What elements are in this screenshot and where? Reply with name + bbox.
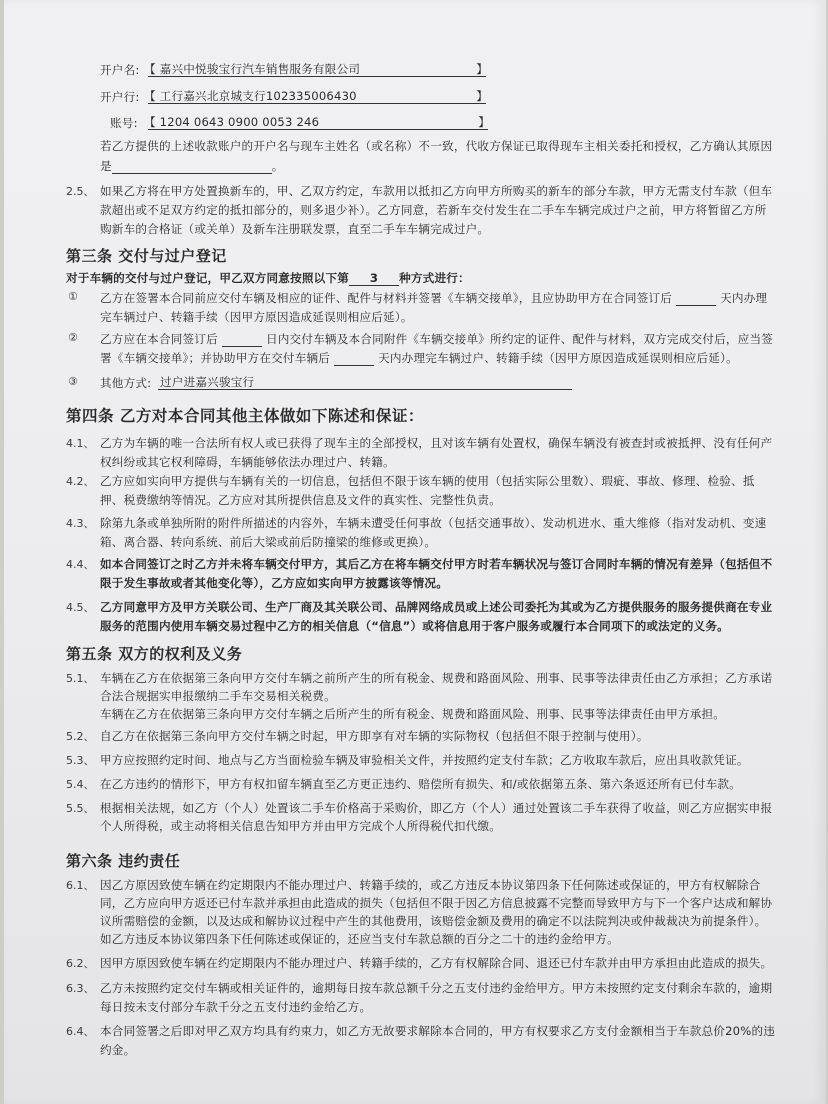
clause-6-1-line3: 议所需赔偿的金额，以及达成和解协议过程中产生的其他费用，该赔偿金额及费用的确定不以法院判决或仲裁裁决为前提条件）。	[100, 914, 767, 928]
section-3-intro-prefix: 对于车辆的交付与过户登记，甲乙双方同意按照以下第	[66, 271, 350, 285]
option-1-marker: ①	[68, 290, 78, 303]
clause-6-2-number: 6.2、	[66, 957, 95, 970]
account-reason-blank	[112, 159, 272, 174]
option-1-line1	[100, 290, 767, 306]
section-3-intro	[66, 270, 470, 286]
clause-4-2-line1: 乙方应如实向甲方提供与车辆有关的一切信息，包括但不限于该车辆的使用（包括实际公里数）、瑕疵、事故、修理、检验、抵	[100, 474, 755, 488]
option-2-line2	[100, 350, 738, 366]
option-1-line2: 完车辆过户、转籍手续（因甲方原因造成延误则相应后延）。	[100, 310, 413, 324]
clause-4-3-number: 4.3、	[66, 517, 95, 530]
clause-2-5-line2: 款超出或不足双方约定的抵扣部分的，则多退少补）。乙方同意，若新车交付发生在二手车车辆完成过户之前，甲方将暂留乙方所	[100, 203, 767, 217]
clause-6-3-number: 6.3、	[66, 982, 95, 995]
option-1-text-b: 天内办理	[720, 291, 768, 305]
clause-4-5-line2: 服务的范围内使用车辆交易过程中乙方的相关信息（“信息”）或将信息用于客户服务或履行本合同项下的或法定的义务。	[100, 619, 729, 633]
account-holder-field	[144, 60, 488, 77]
clause-4-1-line2: 权纠纷或其它权利障碍，车辆能够依法办理过户、转籍。	[100, 455, 395, 469]
clause-5-1-line2: 合法合规据实申报缴纳二手车交易相关税费。	[100, 689, 336, 703]
clause-4-4-line2: 限于发生事故或者其他变化等），乙方应如实向甲方披露该等情况。	[100, 576, 449, 590]
account-bank-close: 】	[476, 89, 488, 103]
option-3-field	[158, 373, 572, 390]
account-holder-label: 开户名:	[100, 63, 140, 77]
clause-4-5-number: 4.5、	[66, 601, 95, 614]
account-note-line2	[100, 158, 284, 174]
option-2-line1	[100, 331, 773, 347]
account-note-suffix: 。	[271, 159, 284, 173]
option-3-label: 其他方式:	[100, 376, 152, 390]
account-bank-label: 开户行:	[100, 90, 140, 104]
option-2-text-d: 天内办理完车辆过户、转籍手续（因甲方原因造成延误则相应后延）。	[378, 351, 738, 365]
option-2-transfer-days-blank	[334, 351, 374, 366]
clause-5-4-number: 5.4、	[66, 778, 95, 791]
clause-2-5-number: 2.5、	[66, 185, 95, 198]
clause-6-3-line2: 每日按未支付部分车款千分之五支付违约金给乙方。	[100, 1000, 372, 1014]
account-note-line1: 若乙方提供的上述收款账户的开户名与现车主姓名（或名称）不一致，代收方保证已取得现车主相关委托和授权，乙方确认其原因	[100, 139, 773, 153]
account-bank-field	[144, 87, 488, 104]
account-holder-close: 】	[476, 62, 488, 76]
clause-4-4-number: 4.4、	[66, 558, 95, 571]
option-2-marker: ②	[68, 331, 78, 344]
clause-5-3-number: 5.3、	[66, 754, 95, 767]
clause-5-5-line2: 个人所得税，或主动将相关信息告知甲方并由甲方完成个人所得税代扣代缴。	[100, 819, 501, 833]
clause-6-1-number: 6.1、	[66, 879, 95, 892]
clause-4-4-line1: 如本合同签订之时乙方并未将车辆交付甲方，其后乙方在将车辆交付甲方时若车辆状况与签订合同时车辆的情况有差异（包括但不	[100, 557, 773, 571]
option-2-days-blank	[222, 332, 262, 347]
section-3-choice: 3	[349, 271, 399, 286]
clause-5-1-number: 5.1、	[66, 672, 95, 685]
clause-5-1-line3: 车辆在乙方在依据第三条向甲方交付车辆之后所产生的所有税金、规费和路面风险、刑事、民事等法律责任由甲方承担。	[100, 707, 726, 721]
option-1-days-blank	[676, 291, 716, 306]
clause-2-5-line1: 如果乙方将在甲方处置换新车的，甲、乙双方约定，车款用以抵扣乙方向甲方所购买的新车的部分车款，甲方无需支付车款（但车	[100, 184, 773, 198]
clause-6-4-number: 6.4、	[66, 1025, 95, 1038]
clause-6-4-line1: 本合同签署之后即对甲乙双方均具有约束力，如乙方无故要求解除本合同的，甲方有权要求乙方支付金额相当于车款总价20%的违	[100, 1024, 776, 1038]
account-holder-value: 【 嘉兴中悦骏宝行汽车销售服务有限公司	[144, 62, 361, 76]
clause-6-4-line2: 约金。	[100, 1043, 136, 1057]
section-6-title: 第六条 违约责任	[66, 852, 181, 870]
account-bank-value: 【 工行嘉兴北京城支行102335006430	[144, 89, 357, 103]
clause-2-5-line3: 购新车的合格证（或关单）及新车注册联发票，直至二手车车辆完成过户。	[100, 222, 490, 236]
clause-4-1-number: 4.1、	[66, 437, 95, 450]
clause-5-5-line1: 根据相关法规，如乙方（个人）处置该二手车价格高于采购价，即乙方（个人）通过处置该二手车获得了收益，则乙方应据实申报	[100, 801, 773, 815]
clause-4-1-line1: 乙方为车辆的唯一合法所有权人或已获得了现车主的全部授权，且对该车辆有处置权，确保车辆没有被查封或被抵押、没有任何产	[100, 436, 773, 450]
section-3-title: 第三条 交付与过户登记	[66, 247, 227, 265]
clause-5-5-number: 5.5、	[66, 802, 95, 815]
clause-4-2-number: 4.2、	[66, 475, 95, 488]
clause-6-3-line1: 乙方未按照约定交付车辆或相关证件的，逾期每日按车款总额千分之五支付违约金给甲方。甲方未按照约定支付剩余车款的，逾期	[100, 981, 773, 995]
clause-5-4-line1: 在乙方违约的情形下，甲方有权扣留车辆直至乙方更正违约、赔偿所有损失、和/或依据第五条、第六条返还所有已付车款。	[100, 777, 741, 791]
account-number-label: 账号:	[110, 116, 138, 130]
clause-5-2-line1: 自乙方在依据第三条向甲方交付车辆之时起，甲方即享有对车辆的实际物权（包括但不限于控制与使用）。	[100, 729, 649, 743]
clause-4-3-line2: 箱、离合器、转向系统、前后大梁或前后防撞梁的维修或更换）。	[100, 535, 437, 549]
option-3-marker: ③	[68, 375, 78, 388]
clause-4-3-line1: 除第九条或单独所附的附件所描述的内容外，车辆未遭受任何事故（包括交通事故）、发动机进水、重大维修（指对发动机、变速	[100, 516, 767, 530]
clause-6-1-line4: 如乙方违反本协议第四条下任何陈述或保证的，还应当支付车款总额的百分之二十的违约金给甲方。	[100, 932, 619, 946]
account-number-field	[144, 113, 490, 130]
account-number-value: 【 1204 0643 0900 0053 246	[144, 115, 320, 129]
clause-5-2-number: 5.2、	[66, 730, 95, 743]
account-number-close: 】	[478, 115, 490, 129]
section-4-title: 第四条 乙方对本合同其他主体做如下陈述和保证：	[66, 407, 424, 425]
option-1-text-a: 乙方在签署本合同前应交付车辆及相应的证件、配件与材料并签署《车辆交接单》，且应协助甲方在合同签订后	[100, 291, 673, 305]
clause-4-2-line2: 押、税费缴纳等情况。乙方应对其所提供信息及文件的真实性、完整性负责。	[100, 493, 501, 507]
clause-6-1-line1: 因乙方原因致使车辆在约定期限内不能办理过户、转籍手续的，或乙方违反本协议第四条下任何陈述或保证的，甲方有权解除合	[100, 878, 761, 892]
clause-6-2-line1: 因甲方原因致使车辆在约定期限内不能办理过户、转籍手续的，乙方有权解除合同、退还已付车款并由甲方承担由此造成的损失。	[100, 956, 773, 970]
clause-5-3-line1: 甲方应按照约定时间、地点与乙方当面检验车辆及审验相关文件，并按照约定支付车款；乙方收取车款后，应出具收款凭证。	[100, 753, 749, 767]
option-3-value: 过户进嘉兴骏宝行	[160, 375, 255, 389]
option-2-text-c: 署《车辆交接单》；并协助甲方在交付车辆后	[100, 351, 331, 365]
option-2-text-a: 乙方应在本合同签订后	[100, 332, 218, 346]
clause-5-1-line1: 车辆在乙方在依据第三条向甲方交付车辆之前所产生的所有税金、规费和路面风险、刑事、民事等法律责任由乙方承担；乙方承诺	[100, 671, 773, 685]
account-note-prefix: 是	[100, 159, 112, 173]
section-3-intro-suffix: 种方式进行：	[399, 271, 470, 285]
clause-4-5-line1: 乙方同意甲方及甲方关联公司、生产厂商及其关联公司、品牌网络成员或上述公司委托为其或为乙方提供服务的服务提供商在专业	[100, 600, 773, 614]
section-5-title: 第五条 双方的权利及义务	[66, 645, 243, 663]
option-2-text-b: 日内交付车辆及本合同附件《车辆交接单》所约定的证件、配件与材料，双方完成交付后，应当签	[265, 332, 774, 346]
clause-6-1-line2: 同，乙方应向甲方返还已付车款并承担由此造成的损失（包括但不限于因乙方信息披露不完整而导致甲方与下一个客户达成和解协	[100, 896, 773, 910]
